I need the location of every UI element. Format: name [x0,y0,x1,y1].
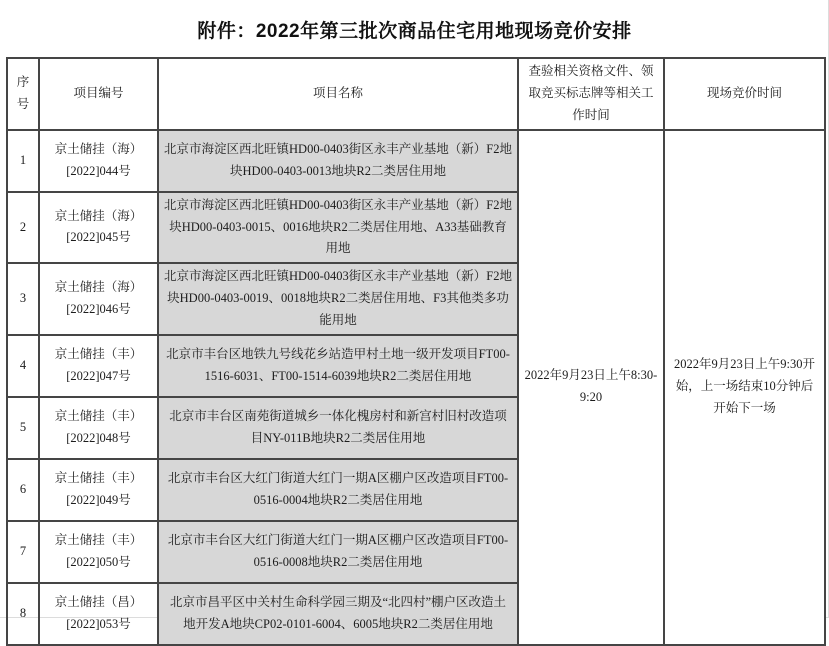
project-code-cell: 京土储挂（丰）[2022]049号 [39,459,158,521]
project-code-cell: 京土储挂（丰）[2022]048号 [39,397,158,459]
auction-schedule-table [6,57,826,646]
project-code-cell: 京土储挂（昌）[2022]053号 [39,583,158,645]
project-name-cell: 北京市丰台区大红门街道大红门一期A区棚户区改造项目FT00-0516-0008地块R2二类居住用地 [158,521,518,583]
project-name-cell: 北京市丰台区大红门街道大红门一期A区棚户区改造项目FT00-0516-0004地块R2二类居住用地 [158,459,518,521]
header-bidding-time: 现场竞价时间 [664,58,825,130]
project-code-cell: 京土储挂（丰）[2022]047号 [39,335,158,397]
seq-cell: 8 [7,583,39,645]
header-project-name: 项目名称 [158,58,518,130]
header-project-code: 项目编号 [39,58,158,130]
seq-cell: 6 [7,459,39,521]
project-name-cell: 北京市海淀区西北旺镇HD00-0403街区永丰产业基地（新）F2地块HD00-0403-0013地块R2二类居住用地 [158,130,518,192]
document-title: 附件：2022年第三批次商品住宅用地现场竞价安排 [197,21,632,42]
header-row [7,58,825,130]
project-name-cell: 北京市昌平区中关村生命科学园三期及“北四村”棚户区改造土地开发A地块CP02-0101-6004、6005地块R2二类居住用地 [158,583,518,645]
project-name-cell: 北京市海淀区西北旺镇HD00-0403街区永丰产业基地（新）F2地块HD00-0403-0015、0016地块R2二类居住用地、A33基础教育用地 [158,192,518,264]
seq-cell: 3 [7,263,39,335]
header-check-time: 查验相关资格文件、领取竞买标志牌等相关工作时间 [518,58,664,130]
project-code-cell: 京土储挂（海）[2022]046号 [39,263,158,335]
seq-cell: 4 [7,335,39,397]
project-name-cell: 北京市海淀区西北旺镇HD00-0403街区永丰产业基地（新）F2地块HD00-0403-0019、0018地块R2二类居住用地、F3其他类多功能用地 [158,263,518,335]
project-code-cell: 京土储挂（丰）[2022]050号 [39,521,158,583]
table-row [7,130,825,192]
project-name-cell: 北京市丰台区地铁九号线花乡站造甲村土地一级开发项目FT00-1516-6031、FT00-1514-6039地块R2二类居住用地 [158,335,518,397]
header-seq: 序号 [7,58,39,130]
seq-cell: 1 [7,130,39,192]
bidding-time-cell: 2022年9月23日上午9:30开始，上一场结束10分钟后开始下一场 [664,130,825,645]
check-time-cell: 2022年9月23日上午8:30-9:20 [518,130,664,645]
seq-cell: 7 [7,521,39,583]
seq-cell: 2 [7,192,39,264]
project-code-cell: 京土储挂（海）[2022]044号 [39,130,158,192]
project-code-cell: 京土储挂（海）[2022]045号 [39,192,158,264]
seq-cell: 5 [7,397,39,459]
project-name-cell: 北京市丰台区南苑街道城乡一体化槐房村和新宫村旧村改造项目NY-011B地块R2二类居住用地 [158,397,518,459]
